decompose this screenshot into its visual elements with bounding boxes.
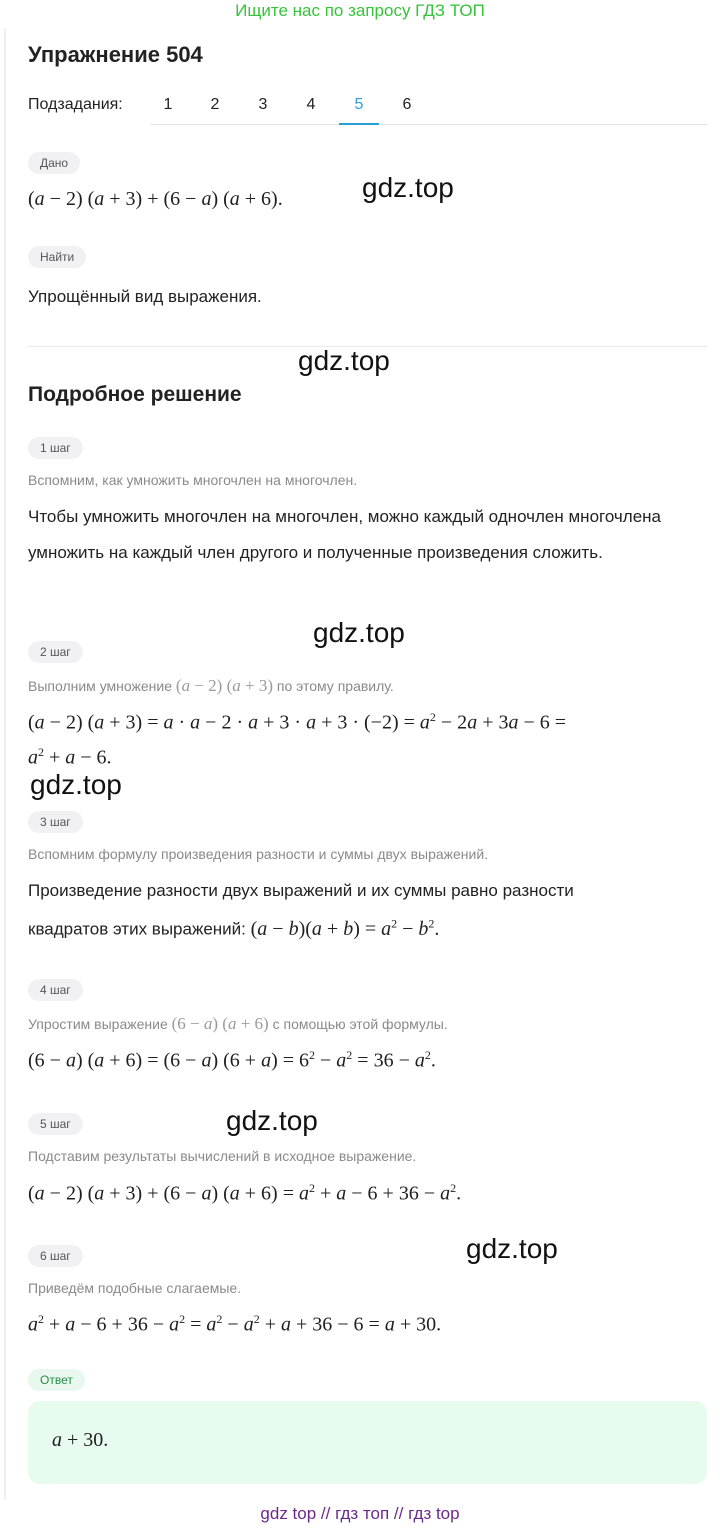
step-3-tag: 3 шаг [28,811,83,833]
page-title: Упражнение 504 [28,42,203,67]
find-tag: Найти [28,246,86,268]
subtasks-label: Подзадания: [28,96,123,113]
watermark: gdz.top [313,617,405,648]
step-5-tag: 5 шаг [28,1113,83,1135]
top-banner[interactable]: Ищите нас по запросу ГДЗ ТОП [235,1,485,20]
step-2-hint-after: по этому правилу. [276,678,394,694]
tab-subtask-5[interactable]: 5 [354,96,364,113]
step-2-tag: 2 шаг [28,641,83,663]
tab-subtask-3[interactable]: 3 [258,96,268,113]
step-2-hint: Выполним умножение (a − 2) (a + 3) по этому правилу. [28,676,394,695]
active-tab-indicator [339,123,379,125]
step-4-hint: Упростим выражение (6 − a) (a + 6) с помощью этой формулы. [28,1014,448,1033]
watermark: gdz.top [30,769,122,800]
find-text: Упрощённый вид выражения. [28,287,262,306]
given-expression: (a − 2) (a + 3) + (6 − a) (a + 6). [28,188,283,210]
step-1-hint: Вспомним, как умножить многочлен на многочлен. [28,472,358,488]
watermark: gdz.top [466,1233,558,1264]
tabs-divider [150,124,707,125]
step-3-hint: Вспомним формулу произведения разности и суммы двух выражений. [28,846,489,862]
step-1-text: Чтобы умножить многочлен на многочлен, можно каждый одночлен многочлена умножить на каждый член другого и полученные произведения сложить. [28,507,662,562]
step-5-hint: Подставим результаты вычислений в исходное выражение. [28,1148,417,1164]
step-3-text-line-2: квадратов этих выражений: $(a - b)(a + b) = a^2 - b^2$. [28,916,440,940]
solution-heading: Подробное решение [28,383,242,406]
footer-links[interactable]: gdz top // гдз топ // гдз top [260,1504,460,1523]
answer-expression: a + 30. [52,1429,109,1451]
answer-box [28,1401,707,1484]
step-2-hint-before: Выполним умножение [28,678,173,694]
step-2-math-line-1: (a − 2) $(a + 3) = a \cdot a - 2 \cdot a + 3 \cdot a + 3 \cdot (-2) = a^2 - 2a + 3a - 6$ = [28,710,567,734]
step-5-math: (a − 2) (a + 3) + (6 − a) $(a + 6) = a^2 + a - 6 + 36 - a^2$. [28,1181,462,1205]
given-tag: Дано [28,152,80,174]
tab-subtask-4[interactable]: 4 [306,96,316,113]
step-3-text-line-1: Произведение разности двух выражений и их суммы равно разности [28,881,574,900]
answer-tag: Ответ [28,1369,85,1391]
step-6-tag: 6 шаг [28,1245,83,1267]
watermark: gdz.top [362,172,454,203]
step-3-text-line-2-label: квадратов этих выражений: [28,919,246,939]
step-2-math-line-2: $a^2 + a - 6$. [28,745,112,769]
step-6-math: $a^2 + a - 6 + 36 - a^2 = a^2 - a^2 + a + 36 - 6 = a + 30$. [28,1312,442,1336]
step-4-math: (6 − a) (a + 6) = (6 − a) $(6 + a) = 6^2 - a^2 = 36 - a^2$. [28,1048,436,1072]
step-6-hint: Приведём подобные слагаемые. [28,1280,242,1296]
step-4-hint-after: с помощью этой формулы. [272,1016,448,1032]
tab-subtask-2[interactable]: 2 [210,96,220,113]
step-4-tag: 4 шаг [28,979,83,1001]
tab-subtask-6[interactable]: 6 [402,96,412,113]
step-4-hint-before: Упростим выражение [28,1016,168,1032]
watermark: gdz.top [298,345,390,376]
tab-subtask-1[interactable]: 1 [163,96,173,113]
watermark: gdz.top [226,1105,318,1136]
step-1-tag: 1 шаг [28,437,83,459]
